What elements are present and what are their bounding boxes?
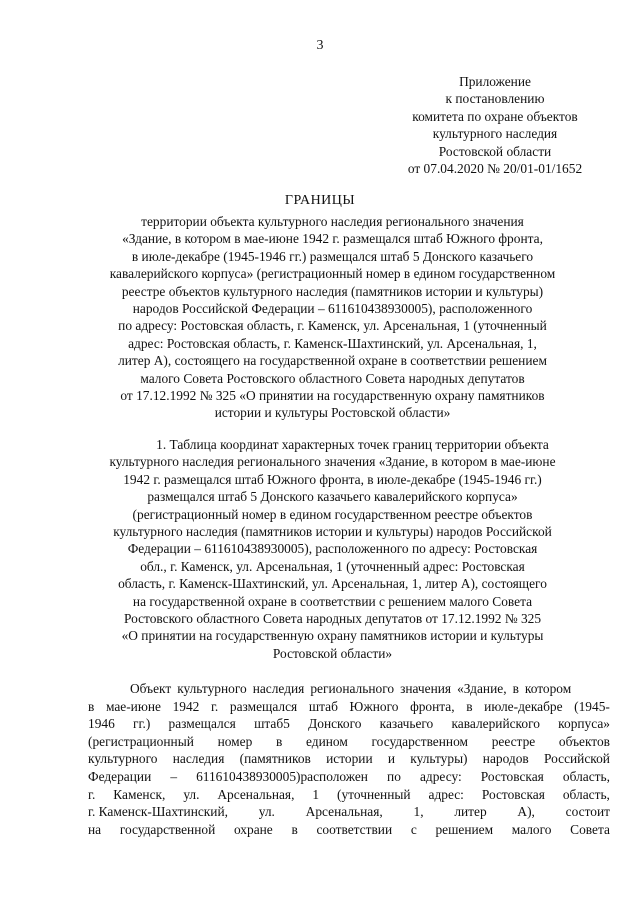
body-word: Арсенальная, (217, 786, 295, 802)
body-word: штаб5 (254, 716, 290, 732)
body-word: реестре (491, 733, 536, 749)
body-word: народов (482, 751, 529, 767)
body-word: (регистрационный (88, 733, 194, 749)
table-heading-line: на государственной охране в соответствии с решением малого Совета (132, 593, 533, 609)
body-word: гг.) (133, 716, 151, 732)
body-word: 1942 (172, 698, 200, 714)
body-word: культуры) (410, 751, 468, 767)
appendix-line: Приложение (459, 74, 531, 89)
body-word: мае-июне (105, 698, 161, 714)
subtitle-line: адрес: Ростовская область, г. Каменск-Шахтинский, ул. Арсенальная, 1, (128, 335, 537, 351)
body-word: котором (524, 681, 572, 696)
body-line (88, 733, 610, 751)
subtitle-line: в июле-декабре (1945-1946 гг.) размещался штаб 5 Донского казачьего (131, 248, 534, 264)
appendix-line: Ростовской области (438, 143, 552, 159)
body-word: наследия (252, 681, 305, 696)
subtitle-block (70, 213, 595, 422)
body-line (88, 715, 610, 733)
table-heading-line: 1942 г. размещался штаб Южного фронта, в июле-декабре (1945-1946 гг.) (123, 471, 542, 487)
body-word: июле-декабре (484, 698, 563, 714)
subtitle-line: по адресу: Ростовская область, г. Каменск, ул. Арсенальная, 1 (уточненный (118, 318, 547, 334)
body-word: Арсенальная, (305, 804, 383, 820)
subtitle-line: реестре объектов культурного наследия (памятников истории и культуры) (121, 283, 544, 299)
body-word: (уточненный (337, 786, 411, 802)
body-word: штаб (308, 698, 338, 714)
body-word: 1946 (88, 716, 115, 732)
body-word: (1945- (574, 698, 610, 714)
body-word: – (170, 768, 178, 784)
appendix-line: комитета по охране объектов (412, 108, 578, 124)
body-word: в (512, 681, 519, 696)
appendix-line: к постановлению (445, 91, 545, 107)
subtitle-line: от 17.12.1992 № 325 «О принятии на государственную охрану памятников (120, 388, 545, 404)
body-word: номер (217, 733, 253, 749)
body-word: (памятников (239, 751, 311, 767)
body-word: г. (210, 698, 219, 714)
body-word: 1 (312, 786, 320, 802)
body-word: Южного (349, 698, 399, 714)
table-heading-line: Ростовского областного Совета народных депутатов от 17.12.1992 № 325 (123, 611, 542, 627)
subtitle-line: территории объекта культурного наследия регионального значения (141, 214, 524, 229)
body-word: г. Каменск-Шахтинский, (88, 804, 228, 820)
body-word: г. (88, 786, 96, 802)
body-word: по (387, 768, 401, 784)
body-word: Донского (308, 716, 362, 732)
table-heading-line: 1. Таблица координат характерных точек границ территории объекта (156, 437, 549, 452)
body-word: государственной (119, 821, 216, 837)
body-word: наследия (172, 751, 225, 767)
table-heading-block (70, 436, 595, 662)
body-word: культурного (88, 751, 158, 767)
body-word: в (466, 698, 473, 714)
body-line (88, 821, 610, 839)
body-word: корпуса» (558, 716, 610, 732)
body-line (88, 750, 610, 768)
body-word: 1, (413, 804, 424, 820)
body-word: в (275, 733, 283, 749)
body-word: значения (400, 681, 452, 696)
body-word: с (410, 821, 417, 837)
body-word: на (88, 821, 102, 837)
page-number: 3 (316, 38, 324, 53)
body-word: кавалерийского (451, 716, 540, 732)
body-word: литер (454, 804, 487, 820)
body-word: соответствии (316, 821, 393, 837)
body-word: Объект (130, 681, 172, 696)
subtitle-line: кавалерийского корпуса» (регистрационный номер в едином государственном (109, 266, 556, 282)
table-heading-line: обл., г. Каменск, ул. Арсенальная, 1 (уточненный адрес: Ростовская (140, 558, 525, 574)
table-heading-line: Ростовской области» (272, 645, 393, 661)
subtitle-line: народов Российской Федерации – 611610438930005), расположенного (132, 301, 533, 317)
body-word: в (88, 698, 95, 714)
table-heading-line: культурного наследия регионального значения «Здание, в котором в мае-июне (109, 454, 556, 470)
body-word: истории (326, 751, 373, 767)
body-word: Ростовская (481, 786, 545, 802)
body-word: едином (306, 733, 348, 749)
subtitle-line: «Здание, в котором в мае-июне 1942 г. размещался штаб Южного фронта, (122, 231, 543, 247)
body-word: объектов (558, 733, 610, 749)
body-word: малого (511, 821, 552, 837)
body-line (88, 803, 610, 821)
body-word: размещался (168, 716, 236, 732)
body-word: Федерации (88, 768, 152, 784)
table-heading-line: Федерации – 611610438930005), расположенного по адресу: Ростовская (127, 541, 538, 557)
table-heading-line: «О принятии на государственную охрану памятников истории и культуры (121, 628, 544, 644)
body-word: государственном (371, 733, 469, 749)
body-word: Ростовская (480, 768, 544, 784)
table-heading-line: (регистрационный номер в едином государственном реестре объектов (132, 506, 533, 522)
body-line (88, 768, 610, 786)
body-word: в (291, 821, 298, 837)
body-word: и (387, 751, 396, 767)
document-title: ГРАНИЦЫ (284, 193, 356, 208)
body-word: фронта, (410, 698, 455, 714)
body-word: ул. (183, 786, 200, 802)
body-word: размещался (229, 698, 298, 714)
body-word: адрес: (428, 786, 464, 802)
body-word: регионального (310, 681, 395, 696)
body-word: 611610438930005)расположен (196, 768, 368, 784)
body-word: область, (562, 768, 610, 784)
body-word: решением (435, 821, 494, 837)
body-line (88, 680, 610, 698)
appendix-line: от 07.04.2020 № 20/01-01/1652 (407, 161, 583, 177)
body-paragraph (88, 680, 610, 838)
table-heading-line: культурного наследия (памятников истории и культуры) народов Российской (113, 524, 552, 540)
body-line (88, 698, 610, 716)
body-word: «Здание, (457, 681, 507, 696)
body-word: адресу: (419, 768, 462, 784)
appendix-line: культурного наследия (432, 126, 558, 142)
body-word: ул. (258, 804, 275, 820)
subtitle-line: малого Совета Ростовского областного Совета народных депутатов (140, 370, 525, 386)
body-word: состоит (565, 804, 610, 820)
body-word: Совета (570, 821, 610, 837)
body-word: Каменск, (113, 786, 166, 802)
body-word: казачьего (379, 716, 434, 732)
table-heading-line: область, г. Каменск-Шахтинский, ул. Арсенальная, 1, литер А), состоящего (118, 576, 547, 592)
subtitle-line: истории и культуры Ростовской области» (214, 405, 451, 421)
subtitle-line: литер А), состоящего на государственной охране в соответствии решением (118, 353, 547, 369)
body-word: охране (233, 821, 273, 837)
table-heading-line: размещался штаб 5 Донского казачьего кавалерийского корпуса» (147, 489, 518, 505)
body-word: область, (562, 786, 610, 802)
body-word: культурного (177, 681, 247, 696)
appendix-block (380, 73, 610, 177)
body-word: А), (517, 804, 535, 820)
body-word: Российской (543, 751, 610, 767)
body-line (88, 786, 610, 804)
